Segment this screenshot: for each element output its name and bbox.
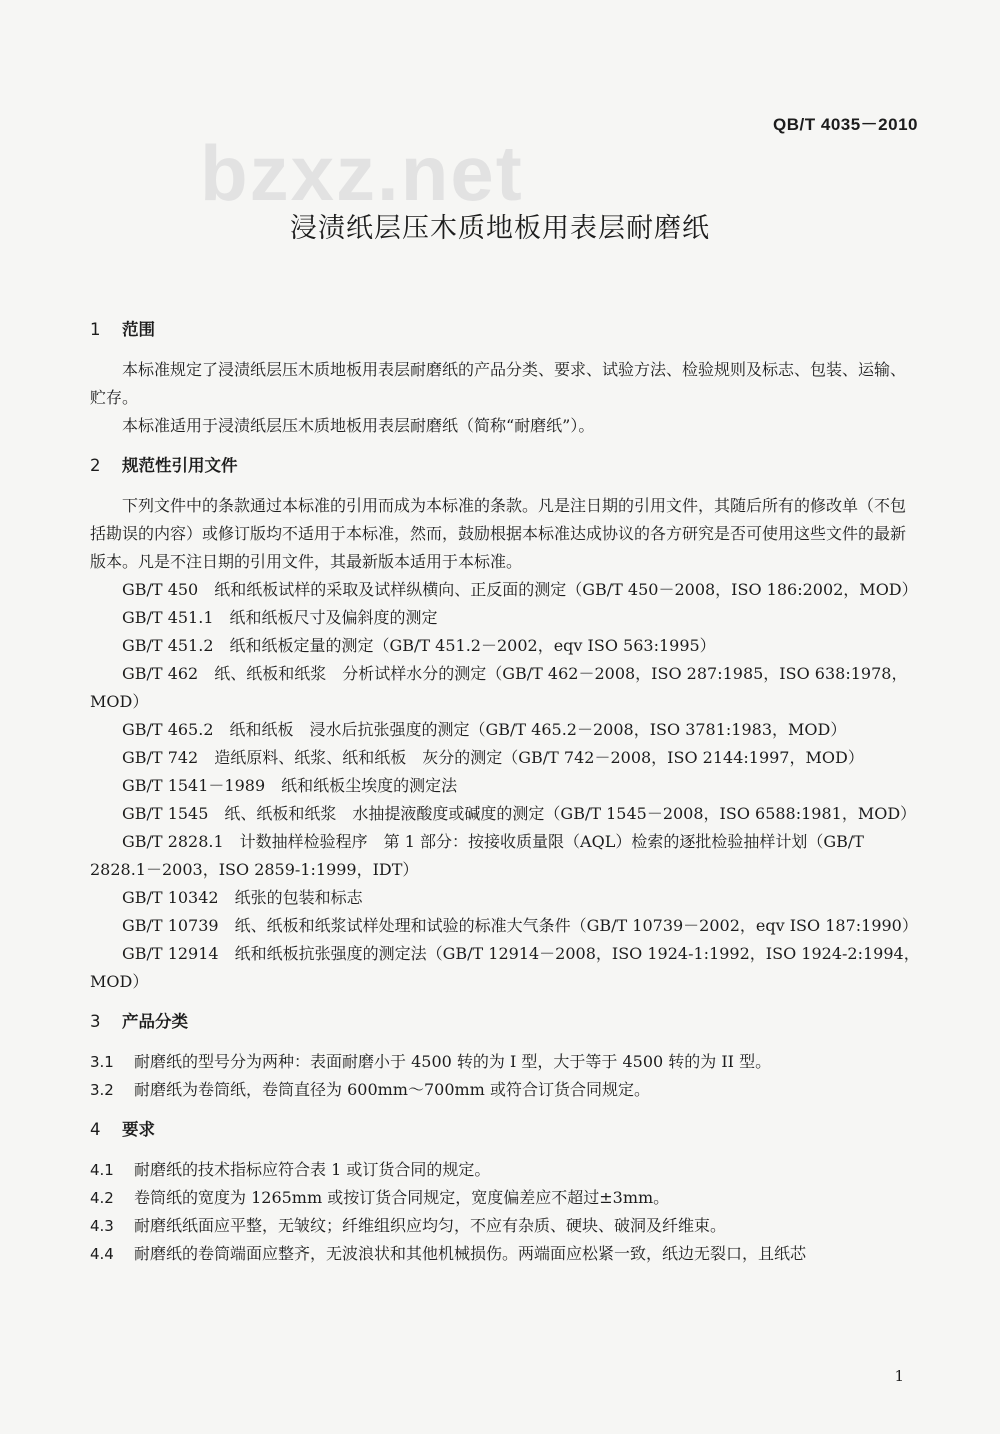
section-heading-1: 1 范围 bbox=[90, 320, 155, 339]
reference-item: GB/T 12914 纸和纸板抗张强度的测定法（GB/T 12914－2008，ISO 1924-1:1992，ISO 1924-2:1994，MOD） bbox=[90, 944, 920, 991]
watermark: bzxz.net bbox=[200, 129, 524, 217]
clause-4-3: 4.3 耐磨纸纸面应平整，无皱纹；纤维组织应均匀，不应有杂质、硬块、破洞及纤维束。 bbox=[90, 1216, 727, 1235]
document-title: 浸渍纸层压木质地板用表层耐磨纸 bbox=[290, 213, 710, 244]
reference-item: GB/T 451.2 纸和纸板定量的测定（GB/T 451.2－2002，eqv ISO 563:1995） bbox=[122, 636, 716, 655]
reference-item: GB/T 462 纸、纸板和纸浆 分析试样水分的测定（GB/T 462－2008，ISO 287:1985，ISO 638:1978，MOD） bbox=[90, 664, 908, 711]
reference-item: GB/T 450 纸和纸板试样的采取及试样纵横向、正反面的测定（GB/T 450－2008，ISO 186:2002，MOD） bbox=[122, 580, 918, 599]
reference-item: GB/T 1541－1989 纸和纸板尘埃度的测定法 bbox=[122, 776, 458, 795]
reference-item: GB/T 10342 纸张的包装和标志 bbox=[122, 888, 363, 907]
paragraph-scope: 本标准规定了浸渍纸层压木质地板用表层耐磨纸的产品分类、要求、试验方法、检验规则及标志、包装、运输、贮存。 bbox=[90, 360, 907, 407]
clause-4-4: 4.4 耐磨纸的卷筒端面应整齐，无波浪状和其他机械损伤。两端面应松紧一致，纸边无裂口，且纸芯 bbox=[90, 1244, 807, 1263]
section-heading-2: 2 规范性引用文件 bbox=[90, 456, 238, 475]
section-heading-3: 3 产品分类 bbox=[90, 1012, 188, 1031]
reference-item: GB/T 10739 纸、纸板和纸浆试样处理和试验的标准大气条件（GB/T 10739－2002，eqv ISO 187:1990） bbox=[122, 916, 918, 935]
paragraph-references-intro: 下列文件中的条款通过本标准的引用而成为本标准的条款。凡是注日期的引用文件，其随后所有的修改单（不包括勘误的内容）或修订版均不适用于本标准，然而，鼓励根据本标准达成协议的各方研究是否可使用这些文件的最新版本。凡是不注日期的引用文件，其最新版本适用于本标准。 bbox=[90, 496, 907, 571]
standard-number: QB/T 4035－2010 bbox=[773, 115, 918, 134]
clause-3-1: 3.1 耐磨纸的型号分为两种：表面耐磨小于 4500 转的为 I 型，大于等于 4500 转的为 II 型。 bbox=[90, 1052, 772, 1071]
clause-4-1: 4.1 耐磨纸的技术指标应符合表 1 或订货合同的规定。 bbox=[90, 1160, 491, 1179]
clause-3-2: 3.2 耐磨纸为卷筒纸，卷筒直径为 600mm～700mm 或符合订货合同规定。 bbox=[90, 1080, 650, 1099]
paragraph-applicability: 本标准适用于浸渍纸层压木质地板用表层耐磨纸（简称“耐磨纸”）。 bbox=[122, 416, 595, 435]
reference-item: GB/T 742 造纸原料、纸浆、纸和纸板 灰分的测定（GB/T 742－2008，ISO 2144:1997，MOD） bbox=[122, 748, 864, 767]
document-body bbox=[90, 316, 920, 1268]
reference-item: GB/T 2828.1 计数抽样检验程序 第 1 部分：按接收质量限（AQL）检索的逐批检验抽样计划（GB/T 2828.1－2003，ISO 2859-1:1999，IDT） bbox=[90, 832, 864, 879]
section-heading-4: 4 要求 bbox=[90, 1120, 155, 1139]
reference-item: GB/T 465.2 纸和纸板 浸水后抗张强度的测定（GB/T 465.2－2008，ISO 3781:1983，MOD） bbox=[122, 720, 847, 739]
reference-item: GB/T 451.1 纸和纸板尺寸及偏斜度的测定 bbox=[122, 608, 438, 627]
clause-4-2: 4.2 卷筒纸的宽度为 1265mm 或按订货合同规定，宽度偏差应不超过±3mm。 bbox=[90, 1188, 670, 1207]
reference-item: GB/T 1545 纸、纸板和纸浆 水抽提液酸度或碱度的测定（GB/T 1545－2008，ISO 6588:1981，MOD） bbox=[122, 804, 917, 823]
page-number: 1 bbox=[894, 1367, 904, 1385]
